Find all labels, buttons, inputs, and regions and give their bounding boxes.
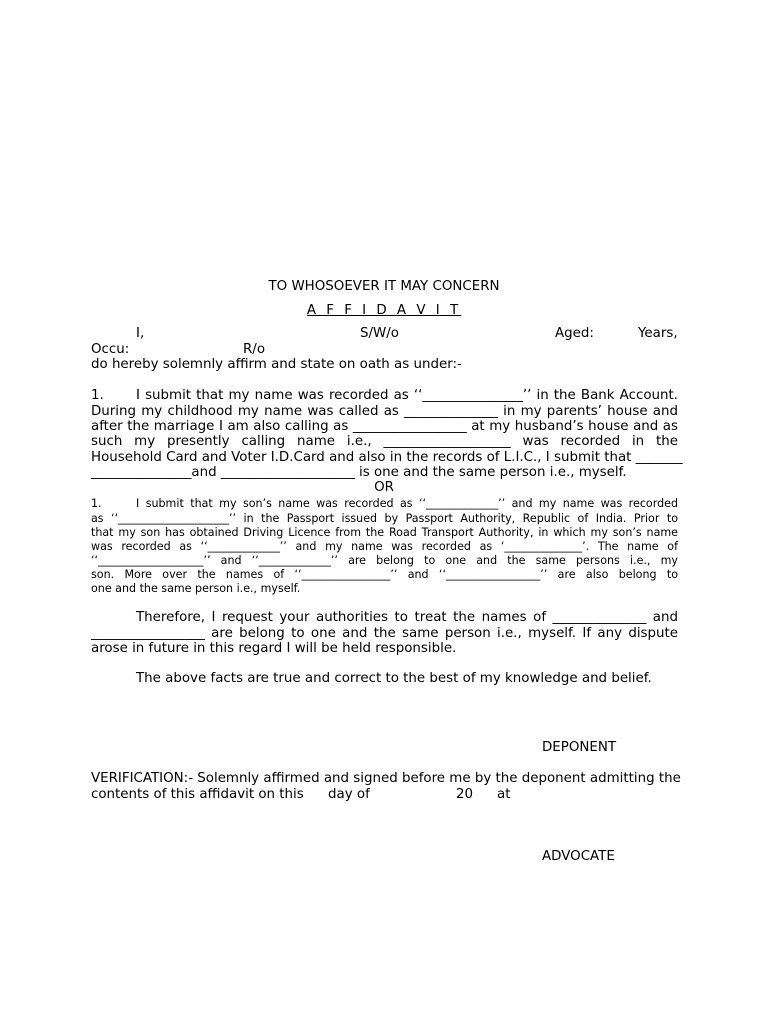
para1-line: after the marriage I am also calling as _________________ at my husband’s house and as [91, 419, 678, 434]
para4-line: The above facts are true and correct to the best of my knowledge and belief. [136, 671, 652, 686]
intro-affirm: do hereby solemnly affirm and state on oath as under:- [91, 357, 462, 372]
para1-number: 1. [91, 388, 104, 403]
para1-line: _______________and ____________________ is one and the same person i.e., myself. [91, 465, 627, 480]
para2-line: was recorded as ‘‘_____________’’ and my name was recorded as ‘______________’. The name of [91, 540, 678, 553]
para1-line: I submit that my name was recorded as ‘‘_______________’’ in the Bank Account. [136, 388, 678, 403]
intro-ro: R/o [243, 342, 266, 357]
deponent-label: DEPONENT [542, 740, 617, 755]
concern-heading: TO WHOSOEVER IT MAY CONCERN [268, 279, 500, 294]
para2-line: I submit that my son’s name was recorded as ‘‘_____________’’ and my name was recorded [136, 497, 678, 510]
para2-line: as ‘‘____________________’’ in the Passport issued by Passport Authority, Republic of India. Prior to [91, 512, 678, 525]
para1-line: such my presently calling name i.e., ___________________ was recorded in the [91, 434, 678, 449]
intro-years: Years, [638, 326, 678, 341]
para1-line: During my childhood my name was called as ______________ in my parents’ house and [91, 404, 678, 419]
para3-line: arose in future in this regard I will be held responsible. [91, 641, 457, 656]
para3-line: Therefore, I request your authorities to treat the names of ______________ and [136, 610, 678, 625]
verification-day-of: day of [328, 787, 370, 802]
verification-year: 20 [456, 787, 474, 802]
intro-occu: Occu: [91, 342, 130, 357]
advocate-label: ADVOCATE [542, 849, 615, 864]
para2-line: one and the same person i.e., myself. [91, 582, 301, 595]
para1-line: Household Card and Voter I.D.Card and also in the records of L.I.C., I submit that _______ [91, 450, 683, 465]
affidavit-title: A F F I D A V I T [306, 303, 462, 318]
intro-swo: S/W/o [360, 326, 399, 341]
para2-line: son. More over the names of ‘‘________________’’ and ‘‘_________________’’ are also belong to [91, 568, 678, 581]
or-separator: OR [374, 480, 394, 495]
verification-at: at [497, 787, 511, 802]
intro-aged: Aged: [555, 326, 594, 341]
para2-line: that my son has obtained Driving Licence from the Road Transport Authority, in which my son’s name [91, 526, 678, 539]
verification-contents: contents of this affidavit on this [91, 787, 304, 802]
para2-number: 1. [91, 497, 102, 510]
verification-line: VERIFICATION:- Solemnly affirmed and signed before me by the deponent admitting the [91, 771, 681, 786]
para3-line: _________________ are belong to one and the same person i.e., myself. If any dispute [91, 626, 678, 641]
intro-i: I, [136, 326, 145, 341]
para2-line: ‘‘___________________’’ and ‘‘_____________’’ are belong to one and the same persons i.e., my [91, 554, 678, 567]
